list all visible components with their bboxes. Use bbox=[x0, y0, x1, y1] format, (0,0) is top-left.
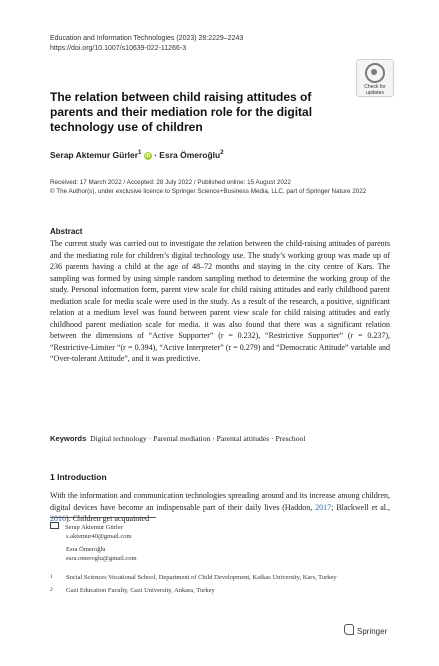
orcid-icon[interactable]: iD bbox=[145, 153, 151, 159]
affiliation-item: 2 Gazi Education Faculty, Gazi University, Ankara, Turkey bbox=[50, 587, 215, 594]
publisher-name: Springer bbox=[357, 627, 388, 636]
author-line bbox=[50, 150, 224, 160]
section-heading-introduction: 1 Introduction bbox=[50, 472, 107, 482]
article-title: The relation between child raising attitudes of parents and their mediation role for the digital technology use of children bbox=[50, 90, 313, 134]
update-check-icon bbox=[365, 63, 385, 83]
publisher-logo bbox=[344, 624, 387, 636]
footnote-divider bbox=[50, 517, 156, 518]
keywords-label: Keywords bbox=[50, 434, 87, 443]
author-2-affiliation: 2 bbox=[220, 150, 224, 157]
footnotes bbox=[50, 520, 390, 595]
contact-name-1: Serap Aktemur Gürler bbox=[65, 524, 123, 531]
publication-dates: Received: 17 March 2022 / Accepted: 28 July 2022 / Published online: 15 August 2022 bbox=[50, 179, 291, 186]
contact-email-1[interactable]: s.aktemur40@gmail.com bbox=[66, 533, 132, 540]
contact-name-2: Esra Ömeroğlu bbox=[66, 546, 106, 553]
check-updates-label: Check for updates bbox=[364, 84, 386, 96]
author-1-affiliation: 1 bbox=[138, 150, 142, 157]
citation-link[interactable]: 2017 bbox=[315, 502, 332, 512]
contact-email-2[interactable]: esra.omeroglu@gmail.com bbox=[66, 555, 137, 562]
introduction-text: With the information and communication technologies spreading around and its increase among children, digital devices have become an indispensable part of their daily lives (Haddon, 2017; Blackwell et al., 2016). Children get acquainted bbox=[50, 491, 390, 523]
citation-link[interactable]: 2016 bbox=[50, 514, 66, 523]
license-notice: © The Author(s), under exclusive licence to Springer Science+Business Media, LLC, part of Springer Nature 2022 bbox=[50, 188, 367, 195]
check-for-updates-button[interactable] bbox=[356, 59, 394, 97]
abstract-text: The current study was carried out to investigate the relation between the child-raising attitudes of parents and the mediating role for children’s digital technology use. The study’s working group was made up of 236 parents having a child at the age of 48–72 months and staying in the city centre of Kars. The sampling was formed by using simple random sampling method to determine the working group of the study. Personal information form, parent view scale for child raising attitudes and early childhood parent mediation scale for media scale were used in the study. As a result of the research, a positive, significant relation at a medium level was found between parent view scale for child raising attitudes and early childhood parent mediation scale for media. it was also found that there was a significant relation between the dimensions of “Active Supporter” (r = 0.232), “Restrictive Supporter” (r = 0.237), “Restrictive-Limiter “(r = 0.394), “Active Interpreter” (r = 0.279) and “Democratic Attitude” variable and “Over-tolerant Attitude”, and it was predictive. bbox=[50, 239, 390, 363]
springer-horse-icon bbox=[344, 624, 354, 635]
affiliation-item: 1 Social Sciences Vocational School, Department of Child Development, Kafkas University, Kars, Turkey bbox=[50, 574, 337, 581]
author-2[interactable]: · Esra Ömeroğlu bbox=[151, 150, 221, 160]
abstract-heading: Abstract bbox=[50, 227, 83, 236]
journal-header bbox=[50, 34, 243, 54]
keywords-list: Digital technology · Parental mediation · Parental attitudes · Preschool bbox=[90, 434, 306, 443]
author-1[interactable]: Serap Aktemur Gürler bbox=[50, 150, 139, 160]
keywords-line bbox=[50, 434, 390, 443]
journal-citation: Education and Information Technologies (2023) 28:2229–2243 bbox=[50, 35, 244, 42]
envelope-icon bbox=[50, 522, 59, 529]
publication-info bbox=[50, 178, 390, 196]
doi-link[interactable]: https://doi.org/10.1007/s10639-022-11266-3 bbox=[50, 45, 187, 52]
